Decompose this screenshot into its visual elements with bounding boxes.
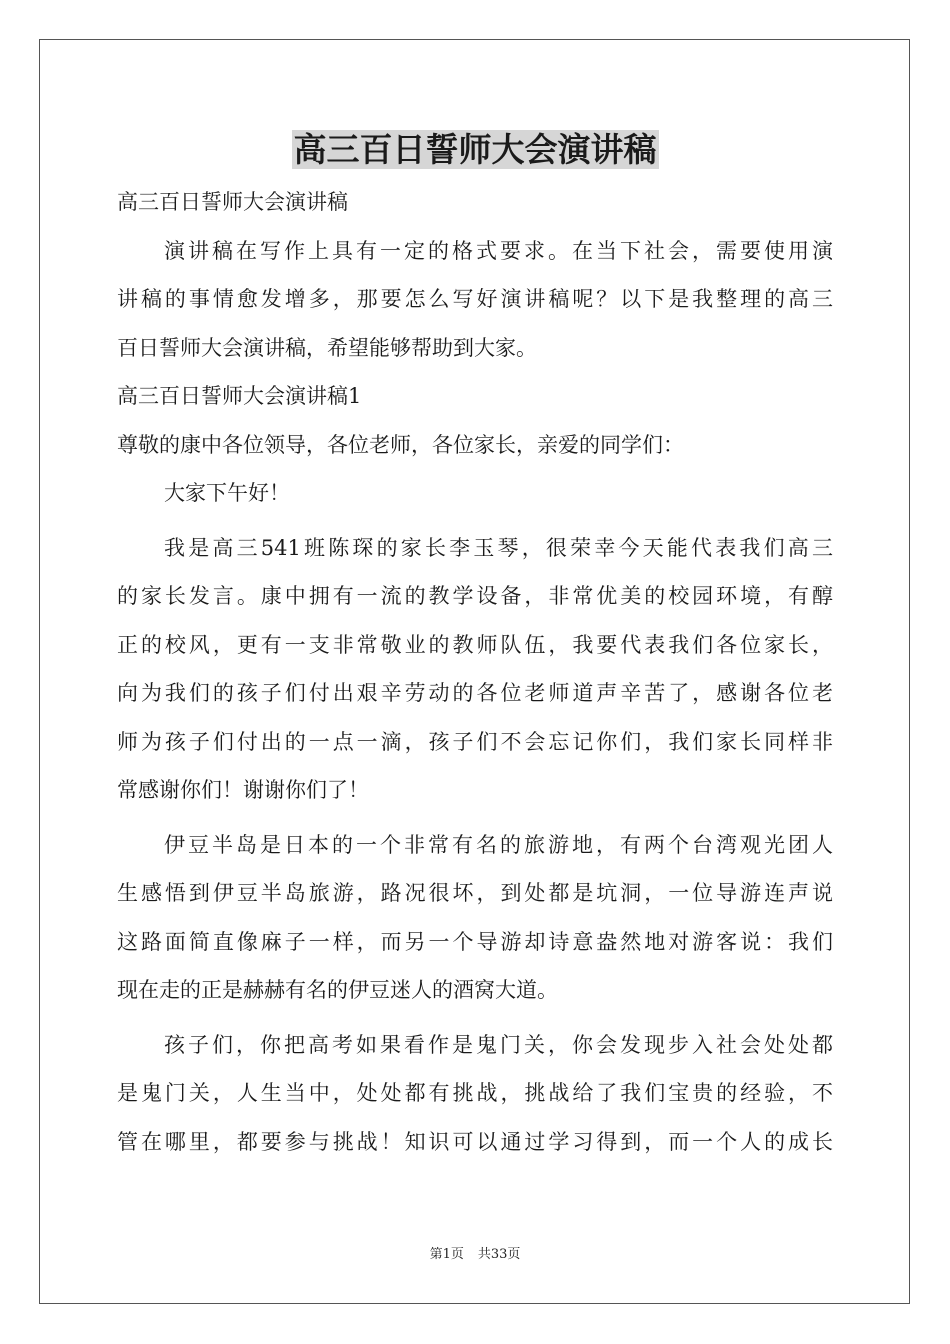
page-footer	[0, 1246, 950, 1264]
salutation-line: 尊敬的康中各位领导，各位老师，各位家长，亲爱的同学们：	[117, 432, 684, 457]
paragraph-line: 生感悟到伊豆半岛旅游，路况很坏，到处都是坑洞，一位导游连声说	[117, 881, 833, 905]
paragraph-line: 管在哪里，都要参与挑战！知识可以通过学习得到，而一个人的成长	[117, 1129, 833, 1154]
paragraph-line: 的家长发言。康中拥有一流的教学设备，非常优美的校园环境，有醇	[117, 584, 833, 608]
paragraph-line: 演讲稿在写作上具有一定的格式要求。在当下社会，需要使用演	[164, 238, 833, 263]
paragraph-line: 现在走的正是赫赫有名的伊豆迷人的酒窝大道。	[117, 978, 558, 1002]
document-title: 高三百日誓师大会演讲稿	[293, 130, 657, 169]
paragraph-line: 常感谢你们！谢谢你们了！	[117, 778, 369, 802]
paragraph-line: 是鬼门关，人生当中，处处都有挑战，挑战给了我们宝贵的经验，不	[117, 1081, 833, 1105]
subtitle-line: 高三百日誓师大会演讲稿	[117, 190, 348, 214]
paragraph-line: 师为孩子们付出的一点一滴，孩子们不会忘记你们，我们家长同样非	[117, 729, 833, 754]
paragraph-line: 向为我们的孩子们付出艰辛劳动的各位老师道声辛苦了，感谢各位老	[117, 681, 833, 705]
document-body	[117, 178, 833, 1166]
paragraph-line: 我是高三541班陈琛的家长李玉琴，很荣幸今天能代表我们高三	[164, 535, 833, 560]
greeting-line: 大家下午好！	[164, 481, 290, 505]
page-number: 第1页	[429, 1247, 464, 1262]
paragraph-line: 正的校风，更有一支非常敬业的教师队伍，我要代表我们各位家长，	[117, 632, 833, 657]
section-heading: 高三百日誓师大会演讲稿1	[117, 384, 362, 408]
page-total: 共33页	[477, 1247, 521, 1262]
paragraph-line: 百日誓师大会演讲稿，希望能够帮助到大家。	[117, 335, 537, 360]
paragraph-line: 这路面简直像麻子一样，而另一个导游却诗意盎然地对游客说：我们	[117, 929, 833, 954]
paragraph-line: 孩子们，你把高考如果看作是鬼门关，你会发现步入社会处处都	[164, 1032, 833, 1057]
paragraph-line: 讲稿的事情愈发增多，那要怎么写好演讲稿呢？以下是我整理的高三	[117, 287, 833, 311]
paragraph-line: 伊豆半岛是日本的一个非常有名的旅游地，有两个台湾观光团人	[164, 832, 833, 857]
